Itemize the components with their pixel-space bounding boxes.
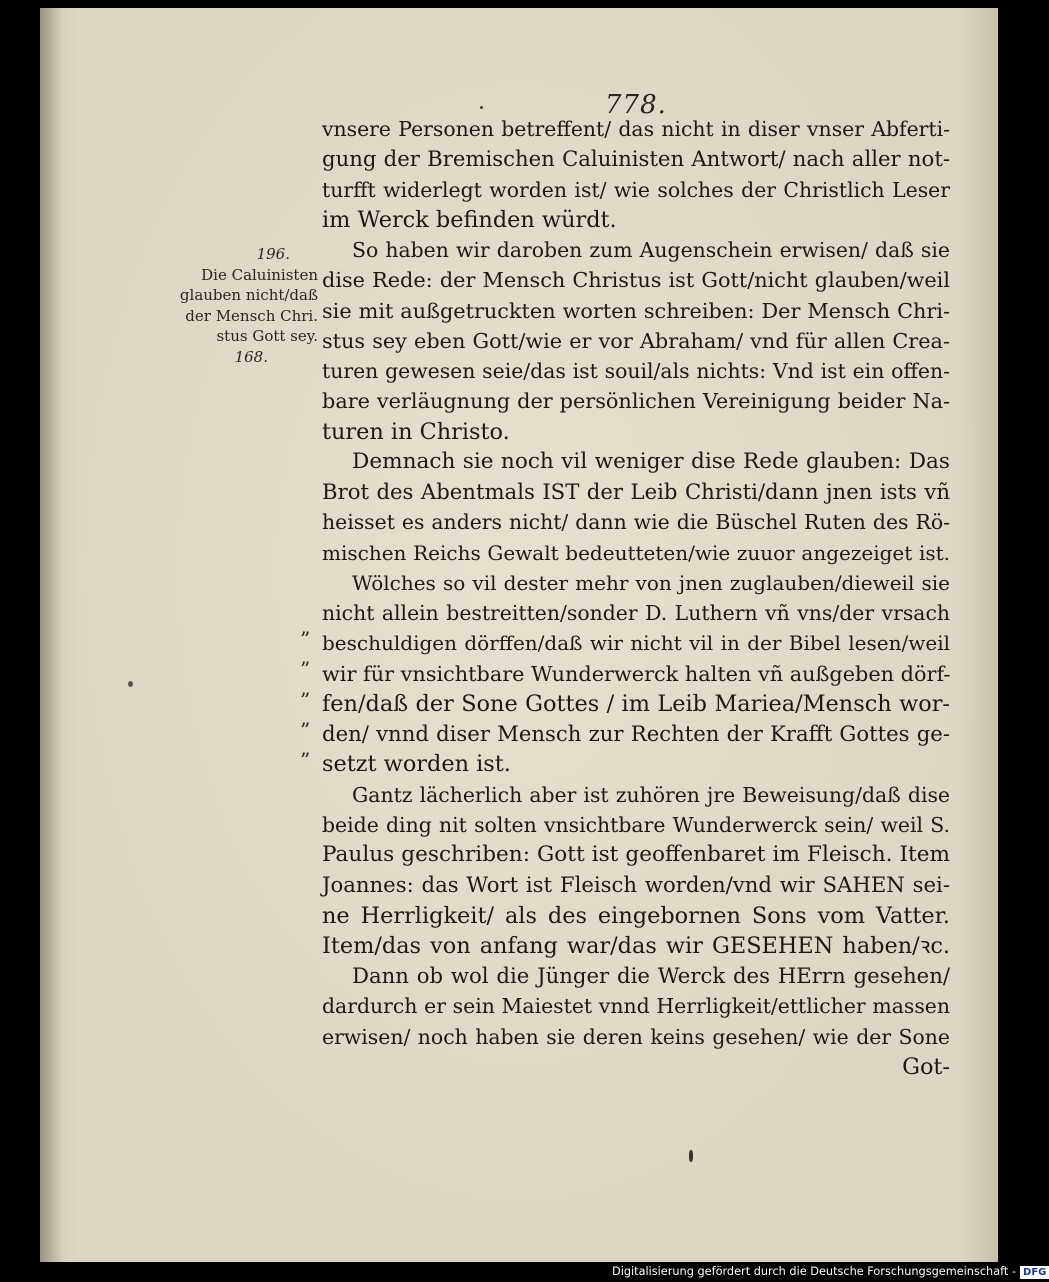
text-line: fen/daß der Sone Gottes / im Leib Mariea/Mensch wor- bbox=[322, 690, 950, 717]
margin-note-line: stus Gott sey. bbox=[216, 327, 318, 345]
text-line: mischen Reichs Gewalt bedeutteten/wie zuuor angezeiget ist. bbox=[322, 540, 950, 565]
text-line: beide ding nit solten vnsichtbare Wunderwerck sein/ weil S. bbox=[322, 812, 950, 837]
text-line: So haben wir daroben zum Augenschein erwisen/ daß sie bbox=[352, 238, 950, 262]
ink-blot bbox=[689, 1150, 693, 1162]
text-line: Wölches so vil dester mehr von jnen zuglauben/dieweil sie bbox=[352, 570, 950, 595]
text-line: Joannes: das Wort ist Fleisch worden/vnd wir SAHEN sei- bbox=[322, 872, 950, 898]
text-line: beschuldigen dörffen/daß wir nicht vil in der Bibel lesen/weil bbox=[322, 631, 950, 656]
text-line: im Werck befinden würdt. bbox=[322, 206, 617, 233]
text-line: Dann ob wol die Jünger die Werck des HErrn gesehen/ bbox=[352, 963, 950, 988]
margin-note-line: der Mensch Chri. bbox=[185, 306, 318, 325]
text-line: turen in Christo. bbox=[322, 418, 510, 445]
margin-note-line: Die Caluinisten bbox=[201, 265, 318, 284]
text-line: sie mit außgetruckten worten schreiben: Der Mensch Chri- bbox=[322, 298, 950, 323]
margin-note-line: glauben nicht/daß bbox=[179, 286, 318, 304]
text-line: Brot des Abentmals IST der Leib Christi/dann jnen ists vñ bbox=[322, 479, 950, 504]
quote-mark: ” bbox=[300, 627, 311, 651]
text-line: Demnach sie noch vil weniger dise Rede glauben: Das bbox=[352, 448, 950, 474]
text-line: nicht allein bestreitten/sonder D. Luthern vñ vns/der vrsach bbox=[322, 601, 950, 625]
text-line: ne Herrligkeit/ als des eingebornen Sons vom Vatter. bbox=[322, 902, 950, 929]
text-line: den/ vnnd diser Mensch zur Rechten der Krafft Gottes ge- bbox=[322, 721, 950, 746]
text-line: Paulus geschriben: Gott ist geoffenbaret im Fleisch. Item bbox=[322, 842, 950, 867]
text-line: turen gewesen seie/das ist souil/als nichts: Vnd ist ein offen- bbox=[322, 359, 950, 383]
ink-dot bbox=[480, 106, 483, 109]
text-line: stus sey eben Gott/wie er vor Abraham/ vnd für allen Crea- bbox=[322, 328, 950, 353]
body-text bbox=[322, 114, 950, 1082]
gutter-shadow bbox=[40, 8, 62, 1262]
text-line: setzt worden ist. bbox=[322, 751, 511, 778]
text-line: dardurch er sein Maiestet vnnd Herrligkeit/ettlicher massen bbox=[322, 994, 950, 1019]
footer-text: Digitalisierung gefördert durch die Deutsche Forschungsgemeinschaft - bbox=[612, 1265, 1017, 1278]
catchword: Got- bbox=[902, 1053, 950, 1080]
margin-note-number-bottom: 168. bbox=[234, 347, 268, 366]
dfg-logo: DFG bbox=[1020, 1266, 1049, 1279]
digitization-footer bbox=[612, 1265, 1047, 1281]
text-line: gung der Bremischen Caluinisten Antwort/ nach aller not- bbox=[322, 146, 950, 172]
margin-note-number-top: 196. bbox=[256, 245, 290, 263]
text-line: bare verläugnung der persönlichen Vereinigung beider Na- bbox=[322, 389, 950, 414]
quote-mark: ” bbox=[300, 687, 311, 712]
text-line: erwisen/ noch haben sie deren keins gesehen/ wie der Sone bbox=[322, 1024, 950, 1049]
text-line: dise Rede: der Mensch Christus ist Gott/nicht glauben/weil bbox=[322, 268, 950, 293]
margin-note bbox=[158, 244, 318, 367]
text-line: Item/das von anfang war/das wir GESEHEN haben/ꝛc. bbox=[322, 932, 950, 959]
quotation-marks bbox=[300, 624, 324, 775]
text-line: wir für vnsichtbare Wunderwerck halten vñ außgeben dörf- bbox=[322, 661, 951, 686]
quote-mark: ” bbox=[300, 717, 311, 742]
text-line: Gantz lächerlich aber ist zuhören jre Beweisung/daß dise bbox=[352, 782, 950, 807]
text-line: vnsere Personen betreffent/ das nicht in diser vnser Abferti- bbox=[322, 117, 950, 141]
quote-mark: ” bbox=[300, 748, 311, 772]
ink-blot bbox=[128, 681, 133, 687]
page-number: 778. bbox=[605, 90, 667, 120]
text-line: heisset es anders nicht/ dann wie die Büschel Ruten des Rö- bbox=[322, 510, 950, 535]
quote-mark: ” bbox=[300, 657, 311, 682]
text-line: turfft widerlegt worden ist/ wie solches der Christlich Leser bbox=[322, 177, 950, 202]
